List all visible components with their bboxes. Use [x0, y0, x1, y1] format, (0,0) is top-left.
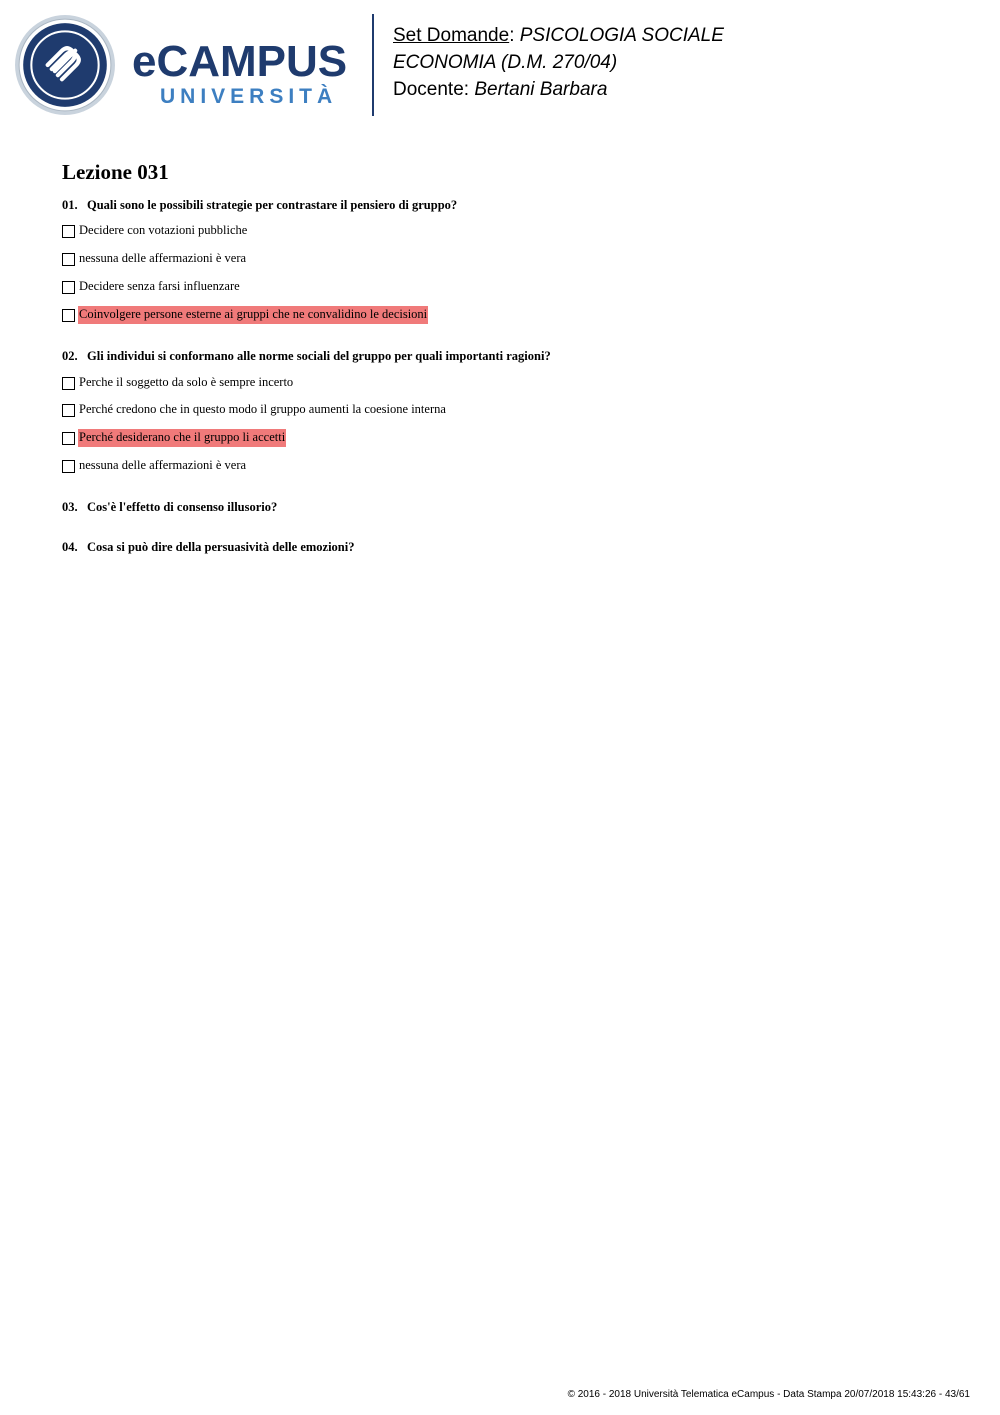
answer-option [62, 278, 241, 296]
checkbox[interactable] [62, 460, 75, 473]
option-text: nessuna delle affermazioni è vera [79, 458, 247, 472]
question-title [62, 349, 551, 364]
checkbox[interactable] [62, 404, 75, 417]
answer-option [62, 401, 447, 419]
question-title [62, 500, 277, 515]
answer-option-highlighted [62, 429, 286, 447]
option-text: nessuna delle affermazioni è vera [79, 251, 247, 265]
lesson-title: Lezione 031 [62, 160, 169, 184]
question-text: Quali sono le possibili strategie per contrastare il pensiero di gruppo? [87, 198, 458, 212]
question-text: Cos'è l'effetto di consenso illusorio? [87, 500, 278, 514]
brand-subtitle: UNIVERSITÀ [160, 85, 338, 108]
checkbox[interactable] [62, 281, 75, 294]
option-text: Decidere con votazioni pubbliche [79, 223, 248, 237]
teacher-line [393, 76, 724, 103]
question-title [62, 198, 457, 213]
option-text: Decidere senza farsi influenzare [79, 279, 240, 293]
checkbox[interactable] [62, 309, 75, 322]
set-value-line1: PSICOLOGIA SOCIALE [519, 25, 724, 46]
set-value-line2: ECONOMIA (D.M. 270/04) [393, 52, 618, 73]
brand-name: eCAMPUS [132, 37, 348, 86]
question-text: Cosa si può dire della persuasività delle emozioni? [87, 540, 355, 554]
checkbox[interactable] [62, 225, 75, 238]
question-text: Gli individui si conformano alle norme sociali del gruppo per quali importanti ragioni? [87, 349, 551, 363]
option-text: Perché desiderano che il gruppo li accetti [78, 429, 286, 447]
question-number: 04. [62, 540, 78, 554]
header-info [393, 22, 724, 103]
answer-option [62, 457, 247, 475]
answer-option [62, 250, 247, 268]
checkbox[interactable] [62, 253, 75, 266]
brand-wordmark [132, 38, 357, 108]
option-text: Coinvolgere persone esterne ai gruppi che ne convalidino le decisioni [78, 306, 428, 324]
question-number: 01. [62, 198, 78, 212]
answer-option [62, 222, 248, 240]
teacher-value: Bertani Barbara [474, 79, 608, 100]
page-footer: © 2016 - 2018 Università Telematica eCampus - Data Stampa 20/07/2018 15:43:26 - 43/61 [567, 1389, 970, 1400]
ecampus-seal-logo [14, 14, 116, 116]
answer-option-highlighted [62, 306, 428, 324]
option-text: Perche il soggetto da solo è sempre incerto [79, 375, 294, 389]
checkbox[interactable] [62, 377, 75, 390]
question-number: 03. [62, 500, 78, 514]
option-text: Perché credono che in questo modo il gruppo aumenti la coesione interna [79, 402, 446, 416]
question-number: 02. [62, 349, 78, 363]
question-title [62, 540, 355, 555]
checkbox[interactable] [62, 432, 75, 445]
set-separator: : [509, 25, 520, 46]
header-divider [372, 14, 374, 116]
answer-option [62, 374, 294, 392]
set-label: Set Domande [393, 25, 510, 46]
set-line [393, 22, 724, 49]
teacher-label: Docente: [393, 79, 475, 100]
